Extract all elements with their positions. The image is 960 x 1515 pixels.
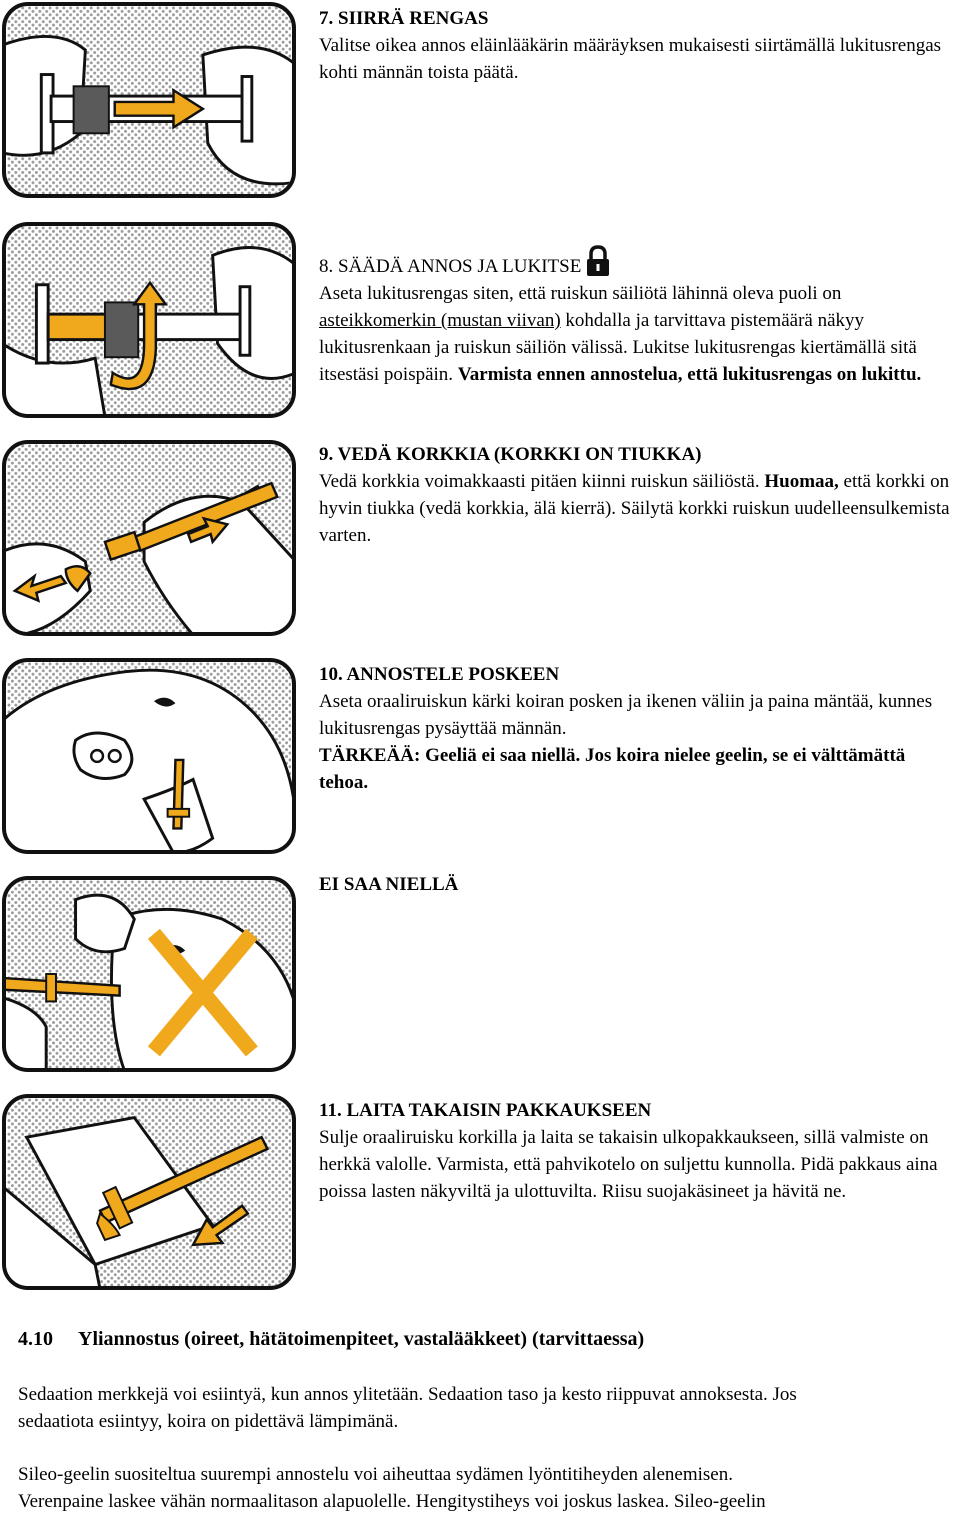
do-not-swallow-illustration [6, 880, 292, 1068]
paragraph-line: Sedaation merkkejä voi esiintyä, kun annos ylitetään. Sedaation taso ja kesto riippuvat annoksesta. Jos [18, 1384, 797, 1405]
step-7 [319, 5, 959, 86]
step-text: Sulje oraaliruisku korkilla ja laita se takaisin ulkopakkaukseen, sillä valmiste on herkkä valolle. Varmista, että pahvikotelo on suljettu kunnolla. Pidä pakkaus aina poissa lasten näkyviltä ja ulottuvilta. Riisu suojakäsineet ja hävitä ne. [319, 1127, 938, 1202]
dose-cheek-illustration [6, 662, 292, 850]
step-title: 7. SIIRRÄ RENGAS [319, 8, 489, 29]
step-11 [319, 1097, 959, 1205]
illustration-step-10 [2, 658, 296, 854]
illustration-step-9 [2, 440, 296, 636]
paragraph-line: Sileo-geelin suositeltua suurempi annostelu voi aiheuttaa sydämen lyöntitiheyden alenemisen. [18, 1464, 733, 1485]
step-text-bold: Huomaa, [764, 471, 839, 492]
step-title: 9. VEDÄ KORKKIA (KORKKI ON TIUKKA) [319, 444, 702, 465]
step-text: Valitse oikea annos eläinlääkärin määräyksen mukaisesti siirtämällä lukitusrengas kohti männän toista päätä. [319, 35, 942, 83]
section-number: 4.10 [18, 1328, 53, 1350]
step-9 [319, 441, 959, 549]
step-warning: TÄRKEÄÄ: Geeliä ei saa niellä. Jos koira nielee geelin, se ei välttämättä tehoa. [319, 745, 906, 793]
paragraph-line: Verenpaine laskee vähän normaalitason alapuolelle. Hengitystiheys voi joskus laskea. Sileo-geelin [18, 1491, 766, 1512]
slide-ring-illustration [6, 6, 292, 194]
step-title-row [319, 244, 959, 280]
pull-cap-illustration [6, 444, 292, 632]
lock-ring-illustration [6, 226, 292, 414]
step-title: 8. SÄÄDÄ ANNOS JA LUKITSE [319, 256, 582, 277]
step-text: Aseta lukitusrengas siten, että ruiskun säiliötä lähinnä oleva puoli on [319, 283, 842, 304]
step-title: 11. LAITA TAKAISIN PAKKAUKSEEN [319, 1100, 652, 1121]
section-title: Yliannostus (oireet, hätätoimenpiteet, vastalääkkeet) (tarvittaessa) [78, 1328, 645, 1350]
lock-icon [585, 244, 611, 278]
illustration-do-not-swallow [2, 876, 296, 1072]
step-text: Vedä korkkia voimakkaasti pitäen kiinni ruiskun säiliöstä. [319, 471, 765, 492]
illustration-step-8 [2, 222, 296, 418]
step-text: Aseta oraaliruiskun kärki koiran posken ja ikenen väliin ja paina mäntää, kunnes lukitusrengas pysäyttää männän. [319, 691, 933, 739]
step-title: EI SAA NIELLÄ [319, 874, 459, 895]
illustration-step-11 [2, 1094, 296, 1290]
step-do-not-swallow [319, 871, 959, 898]
step-title: 10. ANNOSTELE POSKEEN [319, 664, 560, 685]
illustration-step-7 [2, 2, 296, 198]
paragraph-line: sedaatiota esiintyy, koira on pidettävä lämpimänä. [18, 1411, 399, 1432]
step-text-underlined: asteikkomerkin (mustan viivan) [319, 310, 561, 331]
step-10 [319, 661, 959, 796]
step-8 [319, 244, 959, 388]
step-text: että korkki on hyvin tiukka (vedä korkkia, älä kierrä). Säilytä korkki ruiskun uudelleensulkemista varten. [319, 471, 950, 546]
return-to-package-illustration [6, 1098, 292, 1286]
section-heading [18, 1328, 644, 1351]
step-text: kohdalla ja tarvittava pistemäärä näkyy lukitusrenkaan ja ruiskun säiliön välissä. Lukitse lukitusrengas kiertämällä sitä itsestäsi poispäin. [319, 310, 917, 385]
step-text-bold: Varmista ennen annostelua, että lukitusrengas on lukittu. [457, 364, 922, 385]
